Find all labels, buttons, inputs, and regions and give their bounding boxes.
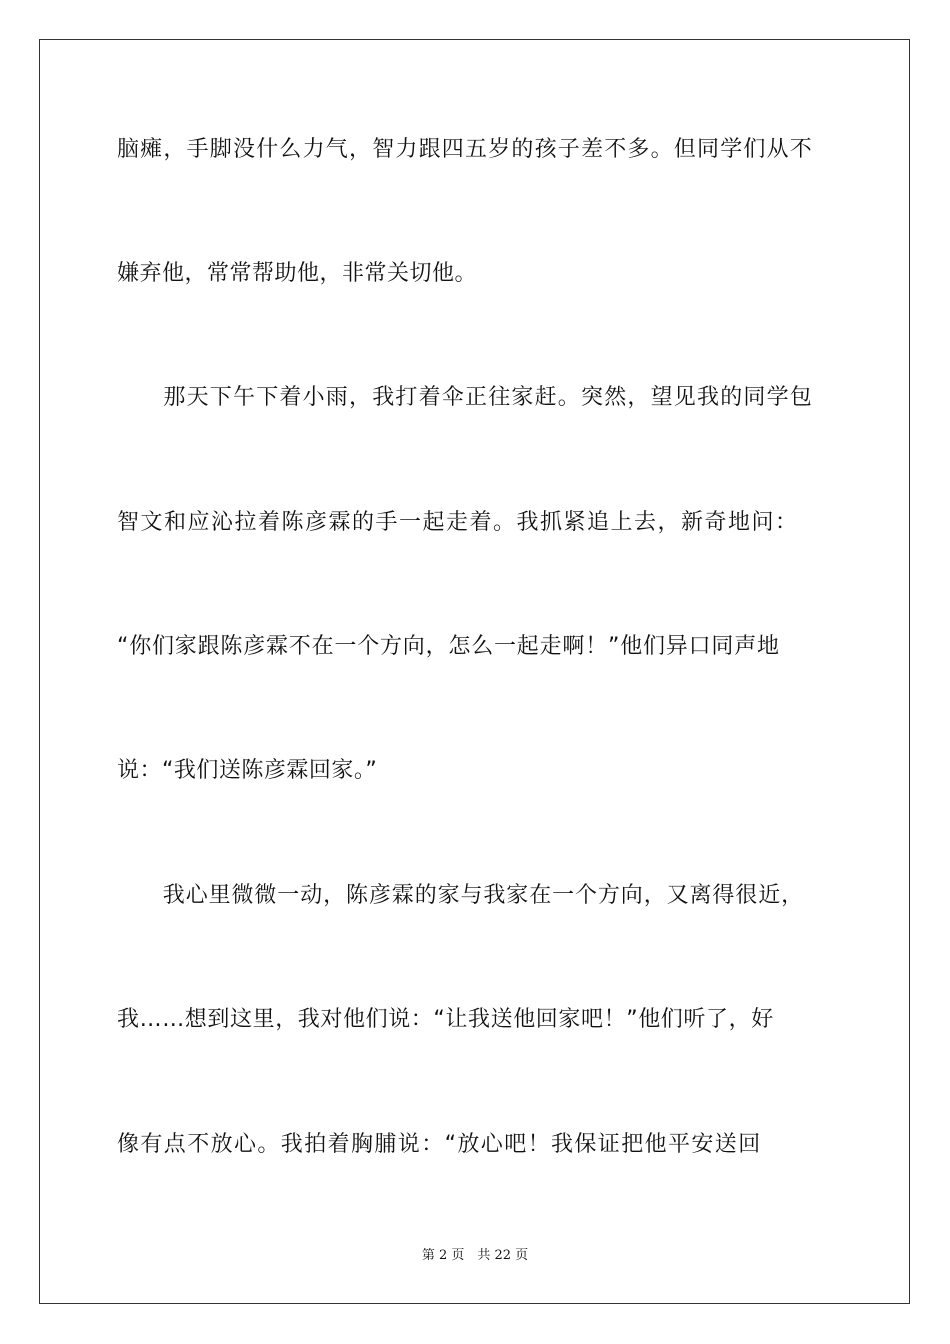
page-frame — [39, 39, 910, 1304]
body-text-line: 像有点不放心。我拍着胸脯说：“放心吧！我保证把他平安送回 — [117, 1132, 762, 1157]
page-number-label: 第 2 页 共 22 页 — [421, 1248, 529, 1263]
body-text-line: 我……想到这里，我对他们说：“让我送他回家吧！”他们听了，好 — [117, 1007, 774, 1032]
body-text-line: 说：“我们送陈彦霖回家。” — [117, 758, 378, 783]
body-text-line: 我心里微微一动，陈彦霖的家与我家在一个方向，又离得很近， — [117, 883, 805, 908]
body-text-line: 脑瘫，手脚没什么力气，智力跟四五岁的孩子差不多。但同学们从不 — [117, 137, 814, 162]
body-text-line: 智文和应沁拉着陈彦霖的手一起走着。我抓紧追上去，新奇地问： — [117, 510, 799, 535]
page-number-footer — [0, 1247, 950, 1265]
body-text-line: 那天下午下着小雨，我打着伞正往家赶。突然，望见我的同学包 — [117, 385, 814, 410]
body-text-line: “你们家跟陈彦霖不在一个方向，怎么一起走啊！”他们异口同声地 — [117, 634, 780, 659]
body-text-line: 嫌弃他，常常帮助他，非常关切他。 — [117, 261, 478, 286]
